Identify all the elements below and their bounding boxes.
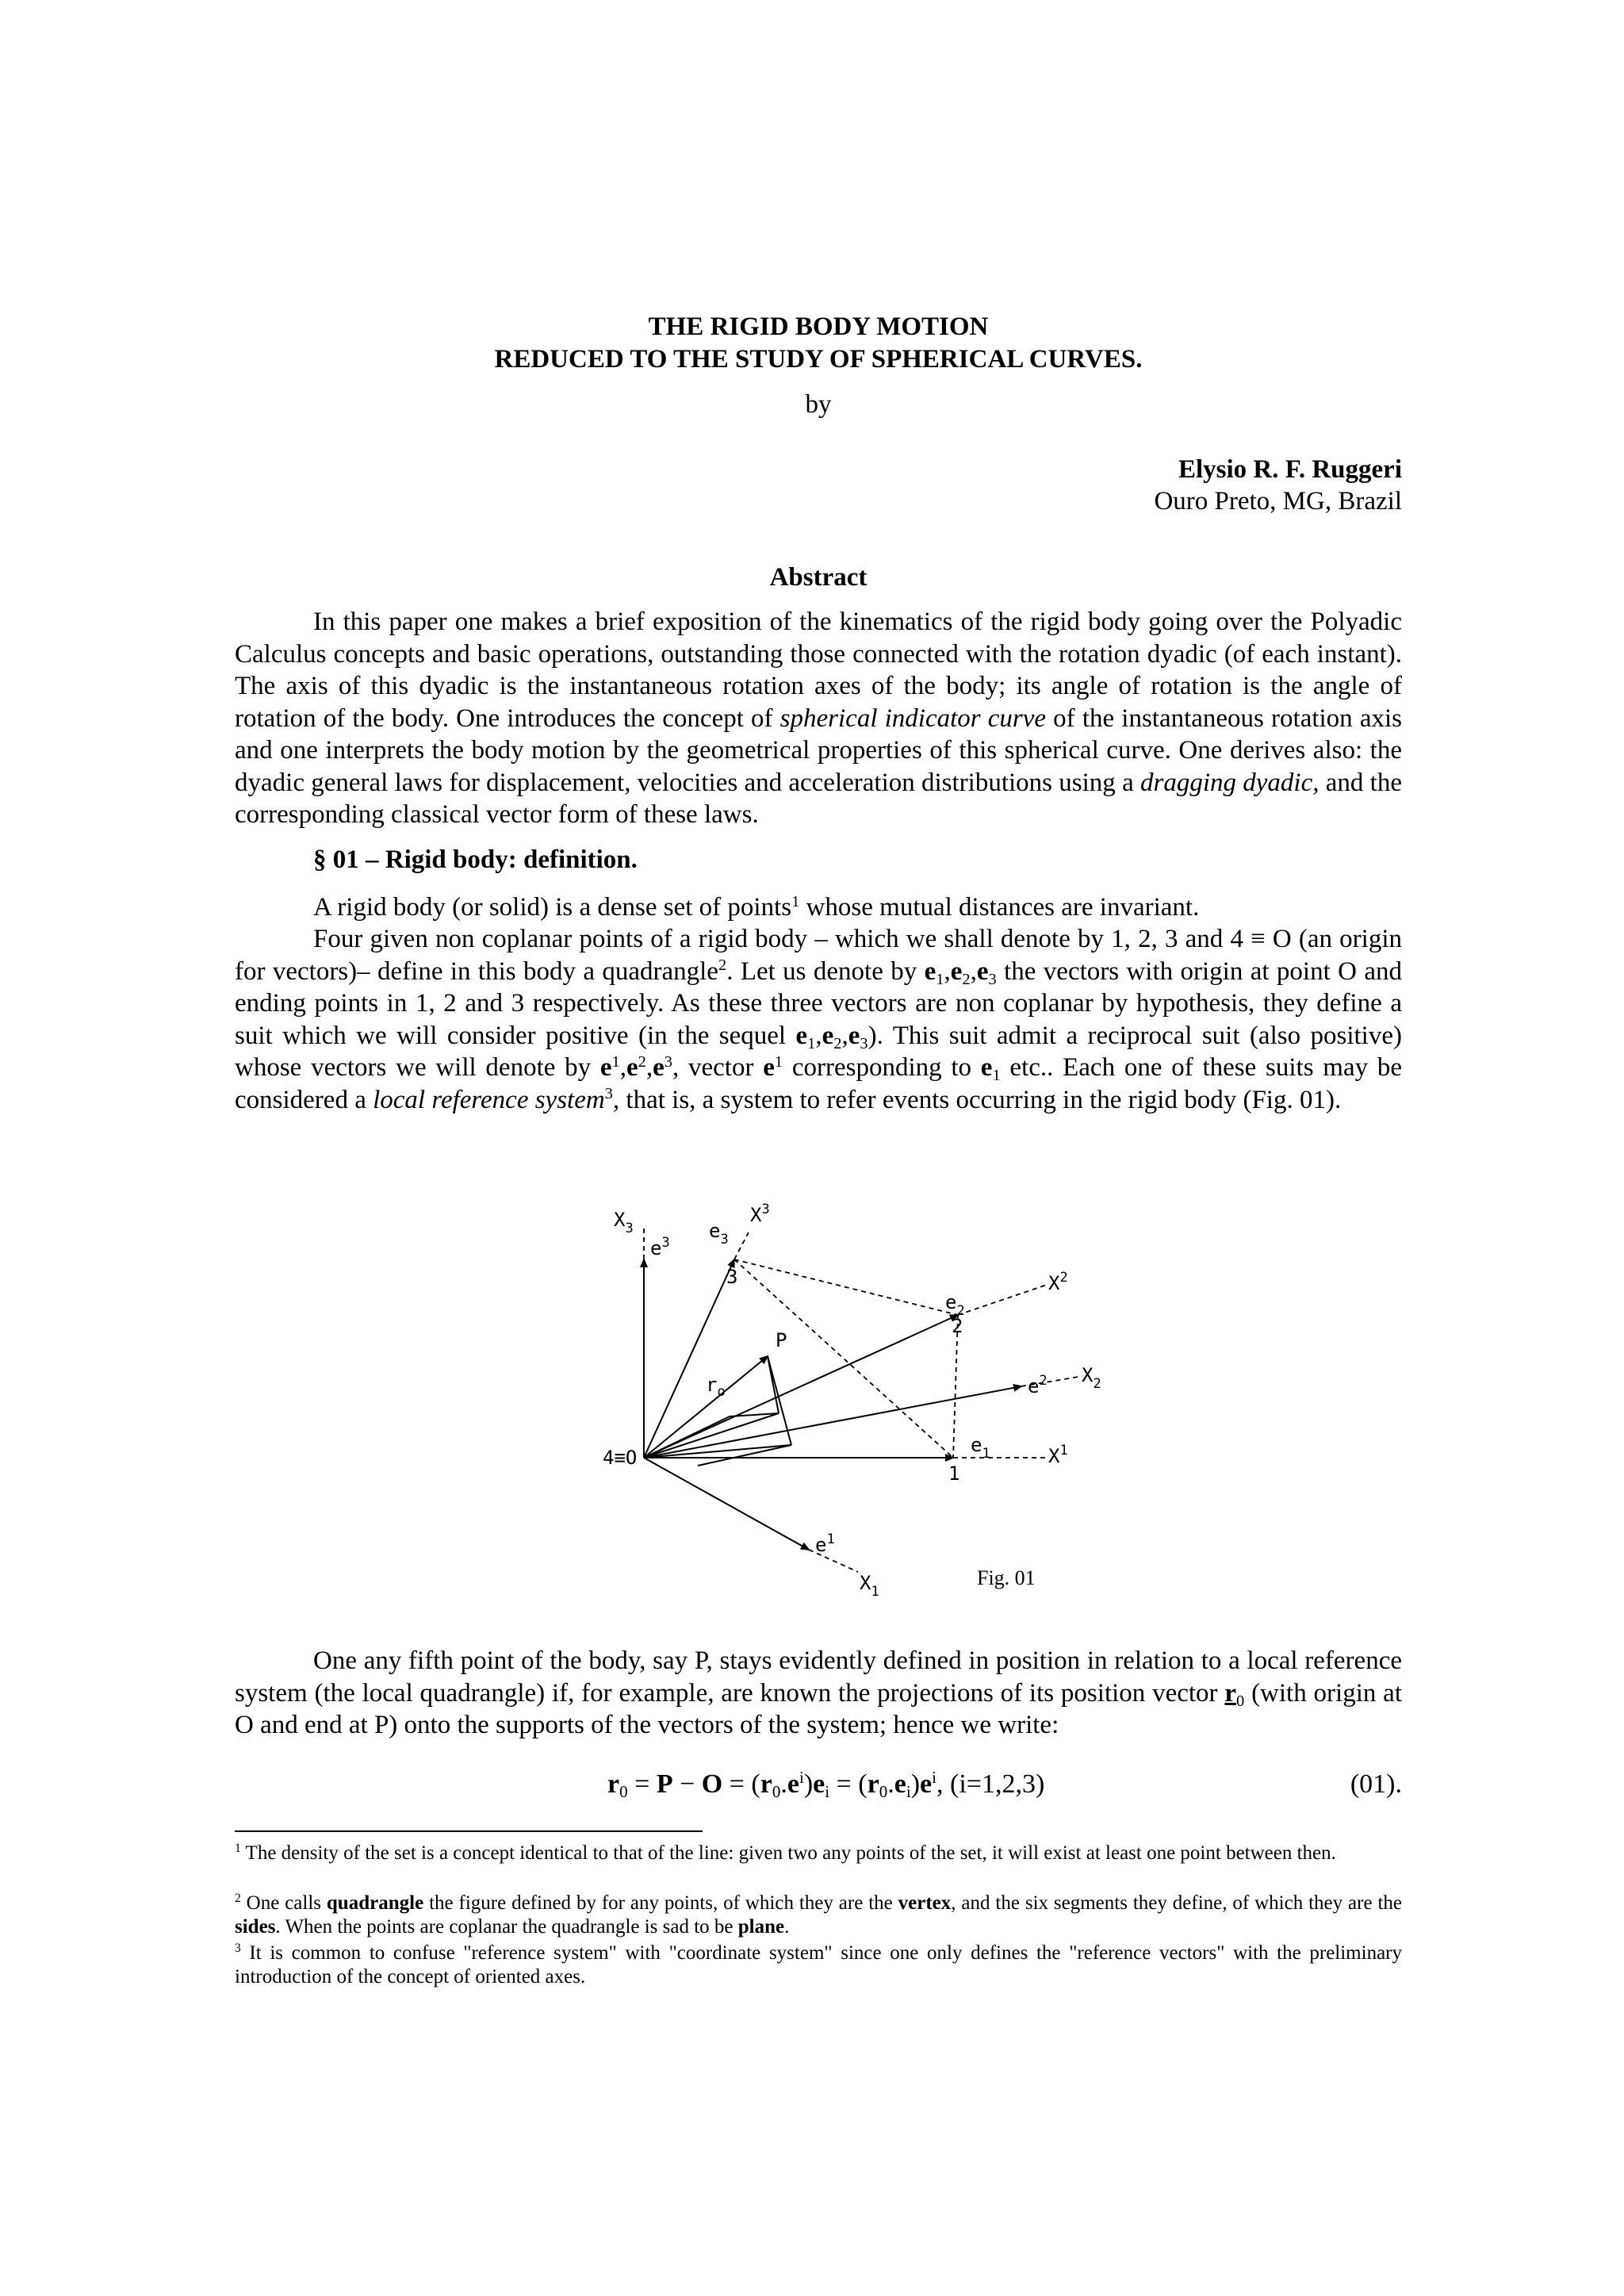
label-P: P — [776, 1329, 787, 1351]
label-e3-low: $e_3$ — [709, 1220, 729, 1248]
label-Xsup2: $X^2$ — [1048, 1270, 1068, 1294]
paragraph-definition: A rigid body (or solid) is a dense set of points$^1$ whose mutual distances are invariant. — [313, 892, 1200, 922]
vector-e1-reciprocal — [644, 1458, 809, 1550]
label-X2: $X_2$ — [1082, 1364, 1101, 1392]
author-block — [235, 454, 1402, 517]
footnote-ref-2: 2 — [718, 956, 727, 975]
footnote-1: $^1$ The density of the set is a concept identical to that of the line: given two any points of the set, it will exist at least one point between then. — [235, 1842, 1336, 1864]
paragraph-fifth-point: One any fifth point of the body, say P, stays evidently defined in position in relation to a local reference system (the local quadrangle) if, for example, are known the projections of its position vector $r_0$ (with origin at O and end at P) onto the supports of the vectors of the system; hence we write: — [235, 1646, 1402, 1739]
label-point-2: 2 — [952, 1315, 963, 1337]
label-e2-up: $e^2$ — [1028, 1373, 1048, 1397]
equation-number: (01). — [1350, 1769, 1402, 1799]
paragraph-quadrangle: Four given non coplanar points of a rigid body – which we shall denote by 1, 2, 3 and 4 ≡ O (an origin for vectors)– define in this body a quadrangle$^2$. Let us denote by $e_1,e_2,e_3$ the vectors with origin at point O and ending points in 1, 2 and 3 respectively. As these three vectors are non coplanar by hypothesis, they define a suit which we will consider positive (in the sequel $e_1,e_2,e_3$). This suit admit a reciprocal suit (also positive) whose vectors we will denote by $e^1,e^2,e^3$, vector $e^1$ corresponding to $e_1$ etc.. Each one of these suits may be considered a local reference system$^3$, that is, a system to refer events occurring in the rigid body (Fig. 01). — [235, 925, 1402, 1114]
figure-01 — [603, 1198, 1142, 1610]
vector-e3 — [644, 1259, 734, 1458]
vector-r0 — [644, 1356, 768, 1458]
author-name: Elysio R. F. Ruggeri — [1178, 455, 1402, 484]
title-line-1: THE RIGID BODY MOTION — [648, 312, 989, 341]
abstract-text: In this paper one makes a brief exposition of the kinematics of the rigid body going over the Polyadic Calculus concepts and basic operations, outstanding those connected with the rotation dyadic (of each instant). The axis of this dyadic is the instantaneous rotation axes of the body; its angle of rotation is the angle of rotation of the body. One introduces the concept of spherical indicator curve of the instantaneous rotation axis and one interprets the body motion by the geometrical properties of this spherical curve. One derives also: the dyadic general laws for displacement, velocities and acceleration distributions using a dragging dyadic, and the corresponding classical vector form of these laws. — [235, 608, 1402, 829]
by-line: by — [805, 390, 832, 419]
section-heading: § 01 – Rigid body: definition. — [313, 845, 638, 874]
equation-formula: $r_0 = P - O = (r_0.e^i)e_i = (r_0.e_i)e^i$, (i=1,2,3) — [607, 1768, 1045, 1802]
vector-e2 — [644, 1315, 958, 1458]
footnote-2: $^2$ One calls quadrangle the figure defined by for any points, of which they are the vertex, and the six segments they define, of which they are the sides. When the points are coplanar the quadrangle is sad to be plane. — [235, 1892, 1402, 1938]
label-X1: $X_1$ — [860, 1572, 879, 1600]
footnote-ref-1: 1 — [791, 892, 800, 910]
label-point-1: 1 — [948, 1462, 960, 1485]
label-r0: $r_o$ — [706, 1374, 726, 1400]
label-e1-low: $e_1$ — [971, 1434, 990, 1462]
vector-e2-reciprocal — [644, 1386, 1021, 1458]
figure-caption: Fig. 01 — [977, 1566, 1036, 1589]
label-point-3: 3 — [726, 1266, 738, 1288]
label-origin: 4≡O — [603, 1447, 638, 1469]
label-e2-low: $e_2$ — [945, 1291, 965, 1319]
footnote-ref-3: 3 — [604, 1085, 613, 1103]
label-Xsup3: $X^3$ — [750, 1202, 770, 1226]
label-X3: $X_3$ — [614, 1209, 634, 1236]
abstract-heading: Abstract — [769, 563, 868, 592]
label-e3-up: $e^3$ — [650, 1235, 670, 1259]
title-line-2: REDUCED TO THE STUDY OF SPHERICAL CURVES. — [494, 345, 1143, 374]
label-e1-up: $e^1$ — [815, 1531, 835, 1556]
footnote-3: $^3$ It is common to confuse "reference system" with "coordinate system" since one only defines the "reference vectors" with the preliminary introduction of the concept of oriented axes. — [235, 1941, 1402, 1987]
label-Xsup1: $X^1$ — [1048, 1443, 1068, 1467]
author-location: Ouro Preto, MG, Brazil — [1154, 487, 1402, 516]
footnote-separator — [235, 1830, 703, 1832]
paper-title — [235, 311, 1402, 376]
